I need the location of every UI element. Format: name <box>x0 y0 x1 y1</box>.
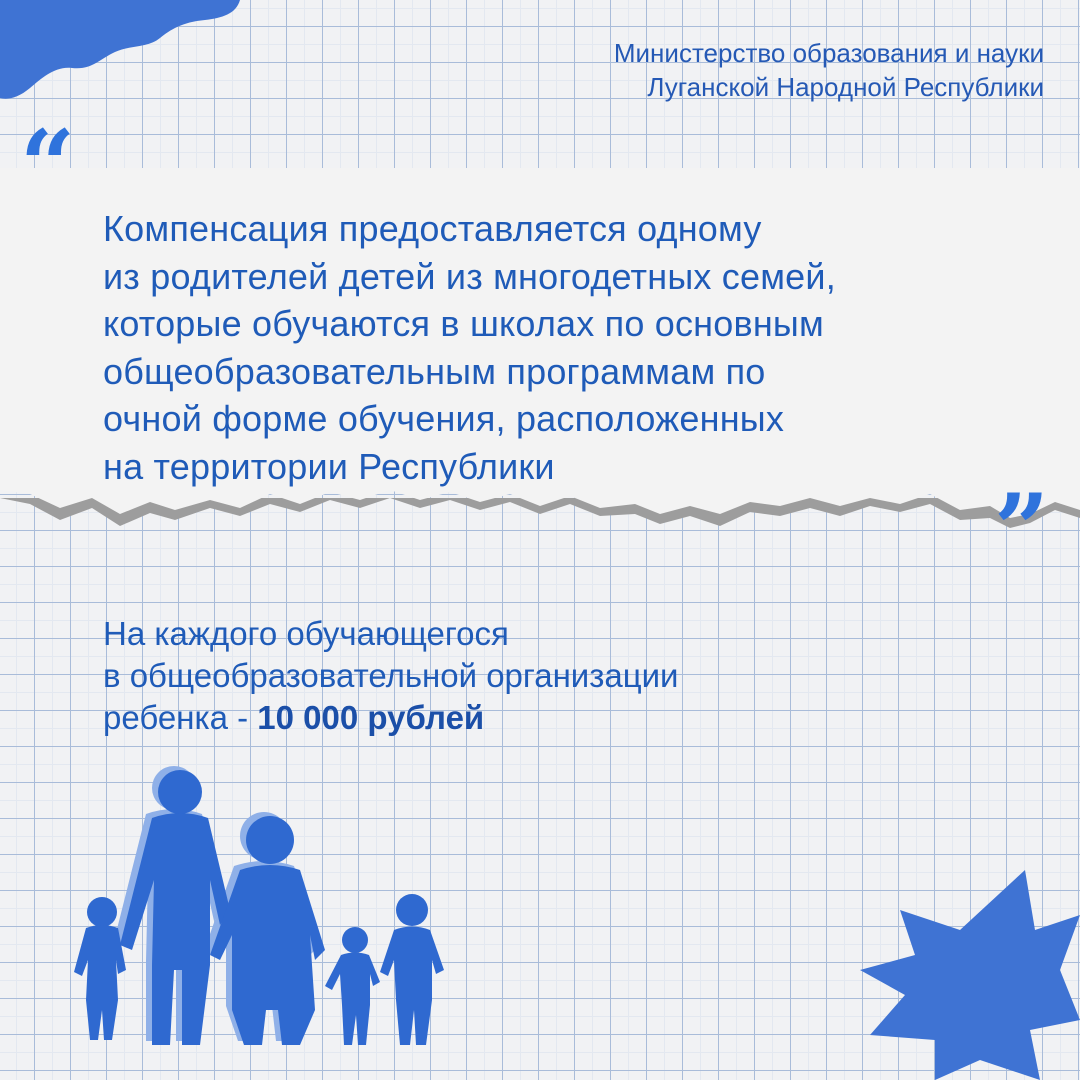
quote-line: которые обучаются в школах по основным <box>103 303 824 344</box>
compensation-prefix: ребенка - <box>103 699 258 736</box>
family-silhouette-icon <box>60 760 480 1060</box>
close-quote-icon: ” <box>994 473 1050 586</box>
ministry-line-1: Министерство образования и науки <box>613 38 1044 68</box>
compensation-line-1: На каждого обучающегося <box>103 615 509 652</box>
quote-text <box>103 205 1003 490</box>
ministry-line-2: Луганской Народной Республики <box>647 72 1044 102</box>
paint-blob-icon <box>0 0 260 110</box>
quote-line: Компенсация предоставляется одному <box>103 208 762 249</box>
compensation-text <box>103 613 1003 739</box>
compensation-line-3 <box>103 697 1003 739</box>
star-burst-icon <box>840 860 1080 1080</box>
quote-line: на территории Республики <box>103 445 555 487</box>
quote-line: из родителей детей из многодетных семей, <box>103 255 836 297</box>
ministry-title <box>614 36 1044 104</box>
compensation-line-2: в общеобразовательной организации <box>103 657 679 694</box>
quote-line: общеобразовательным программам по <box>103 350 766 392</box>
quote-line: очной форме обучения, расположенных <box>103 398 785 439</box>
open-quote-icon: “ <box>20 109 76 222</box>
compensation-amount: 10 000 рублей <box>257 699 485 736</box>
